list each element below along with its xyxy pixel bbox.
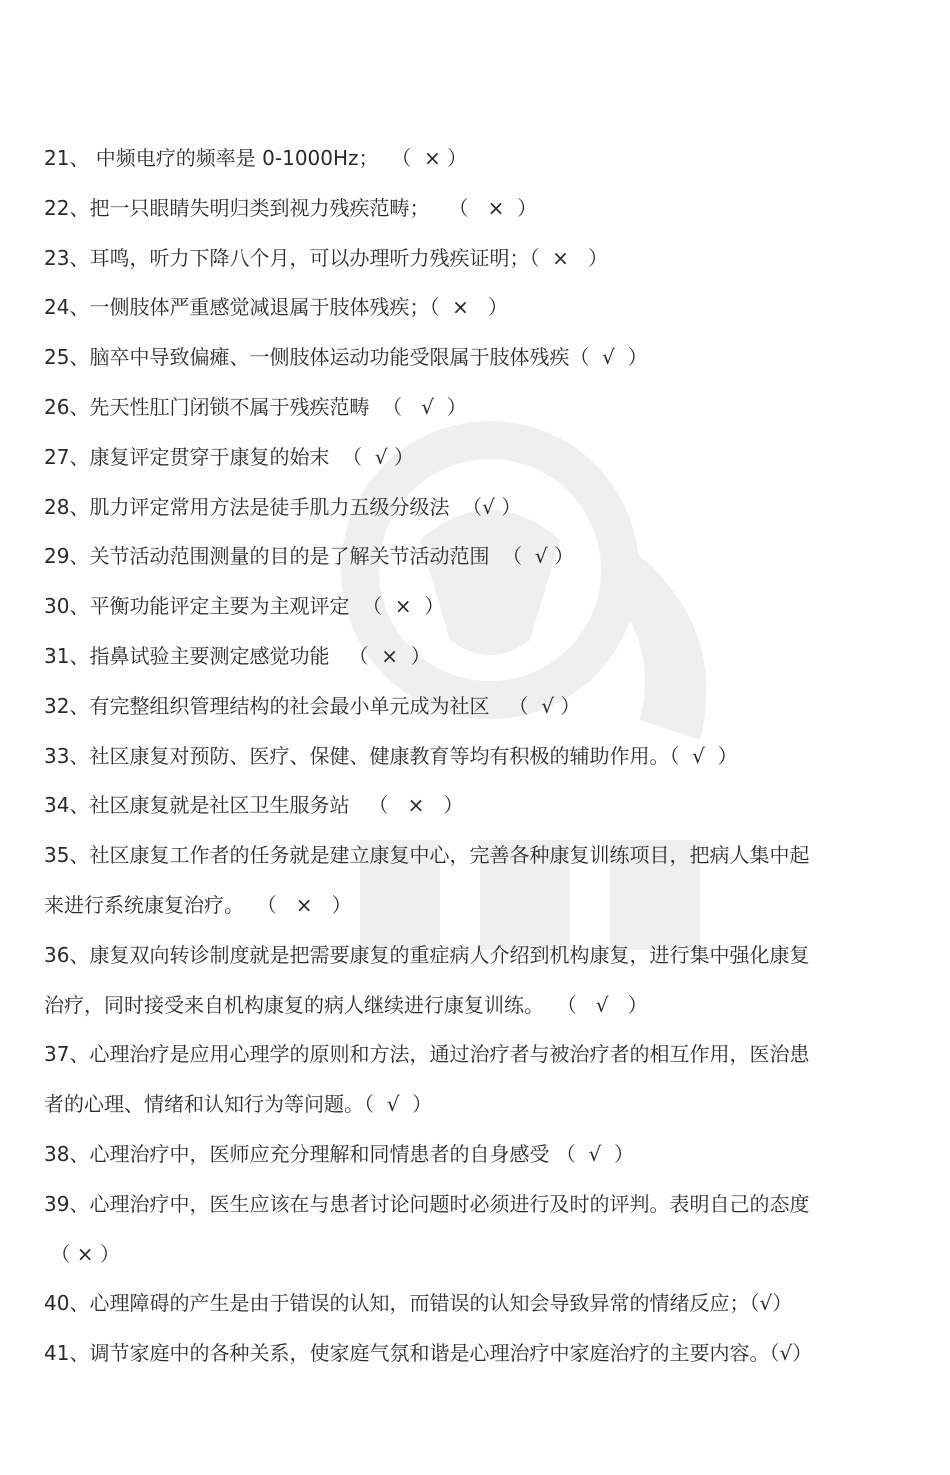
question-line: 32、有完整组织管理结构的社会最小单元成为社区 （ √ ） bbox=[44, 693, 581, 718]
question-line: 来进行系统康复治疗。 （ × ） bbox=[44, 892, 352, 917]
question-line: 36、康复双向转诊制度就是把需要康复的重症病人介绍到机构康复，进行集中强化康复 bbox=[44, 942, 810, 967]
question-line: 治疗，同时接受来自机构康复的病人继续进行康复训练。 （ √ ） bbox=[44, 992, 648, 1017]
question-line: 35、社区康复工作者的任务就是建立康复中心，完善各种康复训练项目，把病人集中起 bbox=[44, 843, 810, 868]
question-line: 24、一侧肢体严重感觉减退属于肢体残疾；（ × ） bbox=[44, 295, 508, 320]
question-line: 29、关节活动范围测量的目的是了解关节活动范围 （ √ ） bbox=[44, 544, 574, 569]
question-line: 41、调节家庭中的各种关系，使家庭气氛和谐是心理治疗中家庭治疗的主要内容。（√） bbox=[44, 1341, 813, 1366]
question-line: 者的心理、情绪和认知行为等问题。（ √ ） bbox=[44, 1092, 433, 1117]
question-line: 40、心理障碍的产生是由于错误的认知，而错误的认知会导致异常的情绪反应；（√） bbox=[44, 1291, 793, 1316]
question-line: （ × ） bbox=[44, 1241, 120, 1266]
question-line: 27、康复评定贯穿于康复的始末 （ √ ） bbox=[44, 444, 414, 469]
question-line: 38、心理治疗中，医师应充分理解和同情患者的自身感受 （ √ ） bbox=[44, 1141, 634, 1166]
question-line: 26、先天性肛门闭锁不属于残疾范畴 （ √ ） bbox=[44, 394, 467, 419]
question-line: 23、耳鸣，听力下降八个月，可以办理听力残疾证明；（ × ） bbox=[44, 245, 608, 270]
question-line: 31、指鼻试验主要测定感觉功能 （ × ） bbox=[44, 643, 431, 668]
question-line: 37、心理治疗是应用心理学的原则和方法，通过治疗者与被治疗者的相互作用，医治患 bbox=[44, 1042, 810, 1067]
question-line: 21、 中频电疗的频率是 0-1000Hz； （ × ） bbox=[44, 146, 468, 170]
question-line: 30、平衡功能评定主要为主观评定 （ × ） bbox=[44, 594, 445, 619]
question-list bbox=[44, 134, 914, 1379]
question-line: 28、肌力评定常用方法是徒手肌力五级分级法 （√ ） bbox=[44, 494, 522, 519]
question-line: 39、心理治疗中，医生应该在与患者讨论问题时必须进行及时的评判。表明自己的态度 bbox=[44, 1191, 810, 1216]
question-line: 33、社区康复对预防、医疗、保健、健康教育等均有积极的辅助作用。（ √ ） bbox=[44, 743, 738, 768]
question-line: 25、脑卒中导致偏瘫、一侧肢体运动功能受限属于肢体残疾（ √ ） bbox=[44, 345, 648, 370]
question-line: 22、把一只眼睛失明归类到视力残疾范畴； （ × ） bbox=[44, 195, 538, 220]
question-line: 34、社区康复就是社区卫生服务站 （ × ） bbox=[44, 793, 464, 818]
